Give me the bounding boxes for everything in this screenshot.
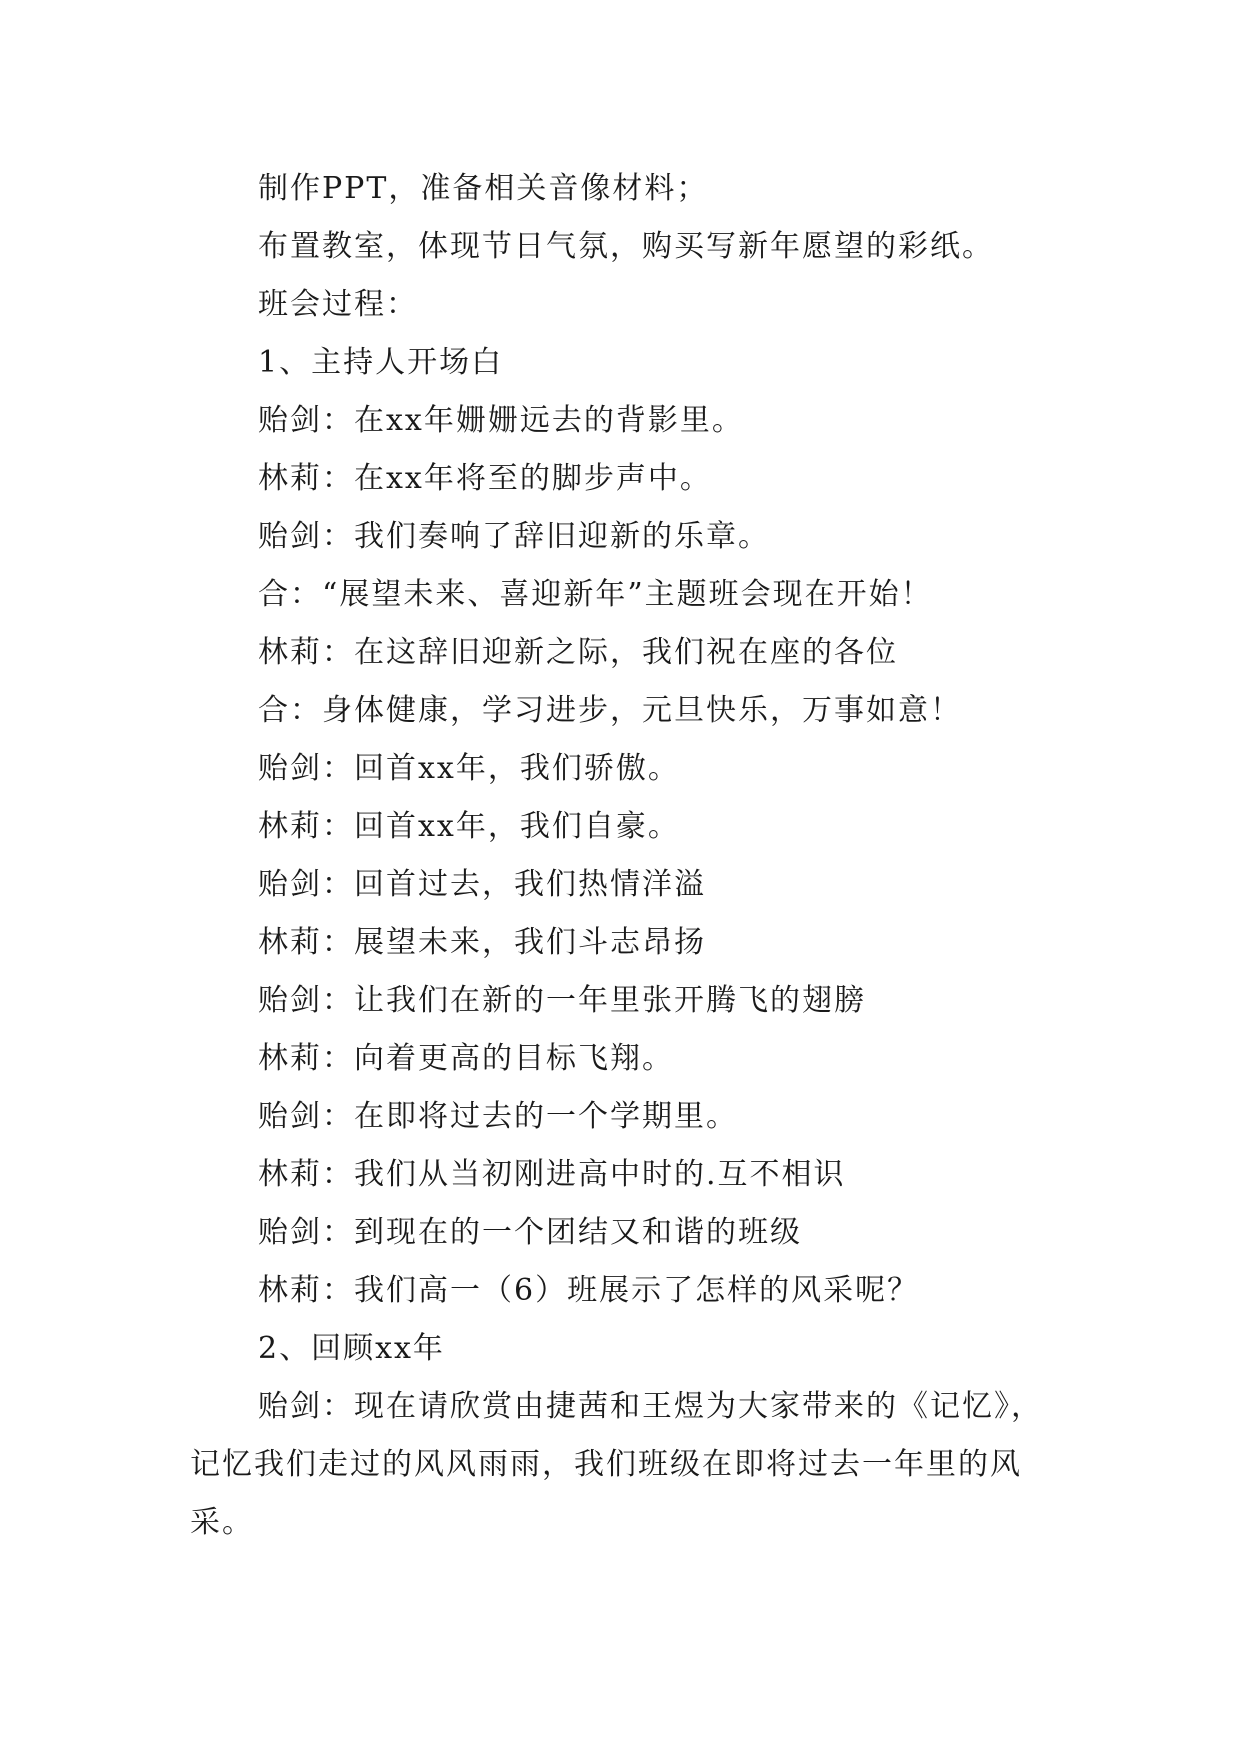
paragraph-dialogue: 林莉：回首xx年，我们自豪。 <box>258 809 680 844</box>
paragraph-memory-performance: 贻剑：现在请欣赏由捷茜和王煜为大家带来的《记忆》，记忆我们走过的风风雨雨，我们班级在即将过去一年里的风采。 <box>190 1389 1043 1540</box>
paragraph-materials: 制作PPT，准备相关音像材料； <box>258 171 709 206</box>
paragraph-classroom: 布置教室，体现节日气氛，购买写新年愿望的彩纸。 <box>258 229 994 264</box>
paragraph-dialogue: 林莉：向着更高的目标飞翔。 <box>258 1041 674 1076</box>
paragraph-section-1: 1、主持人开场白 <box>258 345 504 380</box>
paragraph-dialogue: 贻剑：我们奏响了辞旧迎新的乐章。 <box>258 519 770 554</box>
paragraph-dialogue: 林莉：展望未来，我们斗志昂扬 <box>258 925 706 960</box>
paragraph-dialogue: 贻剑：回首xx年，我们骄傲。 <box>258 751 680 786</box>
paragraph-dialogue: 林莉：在这辞旧迎新之际，我们祝在座的各位 <box>258 635 898 670</box>
paragraph-dialogue: 合：“展望未来、喜迎新年”主题班会现在开始！ <box>258 577 933 612</box>
paragraph-section-2: 2、回顾xx年 <box>258 1331 445 1366</box>
paragraph-dialogue: 合：身体健康，学习进步，元旦快乐，万事如意！ <box>258 693 962 728</box>
document-body <box>190 160 1070 1552</box>
paragraph-dialogue: 林莉：我们高一（6）班展示了怎样的风采呢？ <box>258 1273 920 1308</box>
paragraph-dialogue: 贻剑：在即将过去的一个学期里。 <box>258 1099 738 1134</box>
paragraph-dialogue: 林莉：我们从当初刚进高中时的.互不相识 <box>258 1157 846 1192</box>
paragraph-dialogue: 贻剑：到现在的一个团结又和谐的班级 <box>258 1215 802 1250</box>
paragraph-dialogue: 贻剑：让我们在新的一年里张开腾飞的翅膀 <box>258 983 866 1018</box>
paragraph-process-heading: 班会过程： <box>258 287 418 322</box>
paragraph-dialogue: 贻剑：在xx年姗姗远去的背影里。 <box>258 403 744 438</box>
paragraph-dialogue: 林莉：在xx年将至的脚步声中。 <box>258 461 712 496</box>
paragraph-dialogue: 贻剑：回首过去，我们热情洋溢 <box>258 867 706 902</box>
